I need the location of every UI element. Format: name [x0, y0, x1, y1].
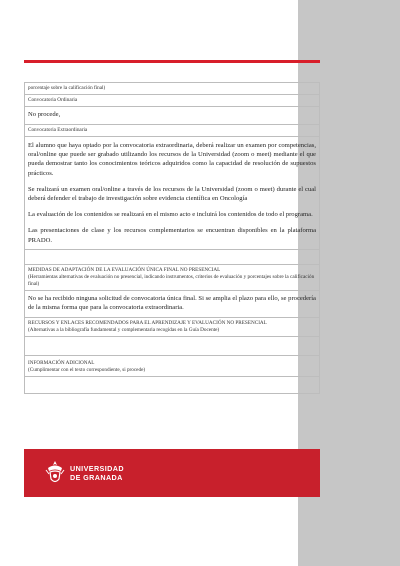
- medidas-subtitle: (Herramientas alternativas de evaluación no presencial, indicando instrumentos, criterios de evaluación y porcentajes sobre la calificación final): [28, 273, 315, 287]
- table-row: [25, 317, 320, 336]
- spacer-cell: [25, 249, 320, 264]
- university-crest-icon: [44, 460, 66, 486]
- university-name: [70, 464, 124, 482]
- extra-paragraph-4: Las presentaciones de clase y los recursos complementarios se encuentran disponibles en la plataforma PRADO.: [28, 227, 316, 244]
- medidas-body: No se ha recibido ninguna solicitud de convocatoria única final. Si se amplia el plazo para ello, se procedería de la misma forma que para la convocatoria extraordinaria.: [25, 290, 320, 317]
- table-row: [25, 107, 320, 125]
- ordinaria-value: No procede,: [25, 107, 320, 125]
- table-row: [25, 376, 320, 393]
- university-name-line1: UNIVERSIDAD: [70, 464, 124, 473]
- recursos-body: [25, 336, 320, 355]
- footer-banner: [24, 449, 320, 497]
- extra-paragraph-1: El alumno que haya optado por la convocatoria extraordinaria, deberá realizar un examen por competencias, oral/online que puede ser grabado utilizando los recursos de la Universidad (zoom o meet) mediante el que pueda demostrar tanto los conocimientos teóricos adquiridos como la capacidad de resolución de supuestos prácticos.: [28, 141, 316, 177]
- table-row: [25, 336, 320, 355]
- recursos-heading: [25, 317, 320, 336]
- extra-paragraph-2: Se realizará un examen oral/online a través de los recursos de la Universidad (zoom o meet) durante el cual deberá defender el trabajo de investigación sobre evidencia científica en Oncología: [28, 185, 316, 203]
- header-rule: [24, 60, 320, 63]
- table-row: [25, 136, 320, 249]
- ordinaria-label: Convocatoria Ordinaria: [25, 95, 320, 107]
- info-subtitle: (Cumplimentar con el texto correspondiente, si procede): [28, 366, 146, 373]
- recursos-title: RECURSOS Y ENLACES RECOMENDADOS PARA EL APRENDIZAJE Y EVALUACIÓN NO PRESENCIAL: [28, 319, 267, 326]
- guide-table: [24, 82, 320, 394]
- table-row: [25, 290, 320, 317]
- info-body: [25, 376, 320, 393]
- table-row: [25, 249, 320, 264]
- medidas-heading: [25, 264, 320, 290]
- table-row: [25, 355, 320, 376]
- medidas-title: MEDIDAS DE ADAPTACIÓN DE LA EVALUACIÓN ÚNICA FINAL NO PRESENCIAL: [28, 266, 221, 273]
- extra-paragraph-3: La evaluación de los contenidos se realizará en el mismo acto e incluirá los contenidos de todo el programa.: [28, 211, 313, 219]
- info-heading: [25, 355, 320, 376]
- extraordinaria-label: Convocatoria Extraordinaria: [25, 124, 320, 136]
- table-row: [25, 264, 320, 290]
- table-row: [25, 95, 320, 107]
- university-name-line2: DE GRANADA: [70, 473, 123, 482]
- percentage-note: porcentaje sobre la calificación final): [25, 83, 320, 95]
- info-title: INFORMACIÓN ADICIONAL: [28, 359, 95, 366]
- table-row: [25, 124, 320, 136]
- recursos-subtitle: (Alternativas a la bibliografía fundamental y complementaria recogidas en la Guía Docente): [28, 326, 220, 333]
- extraordinaria-body: [25, 136, 320, 249]
- table-row: [25, 83, 320, 95]
